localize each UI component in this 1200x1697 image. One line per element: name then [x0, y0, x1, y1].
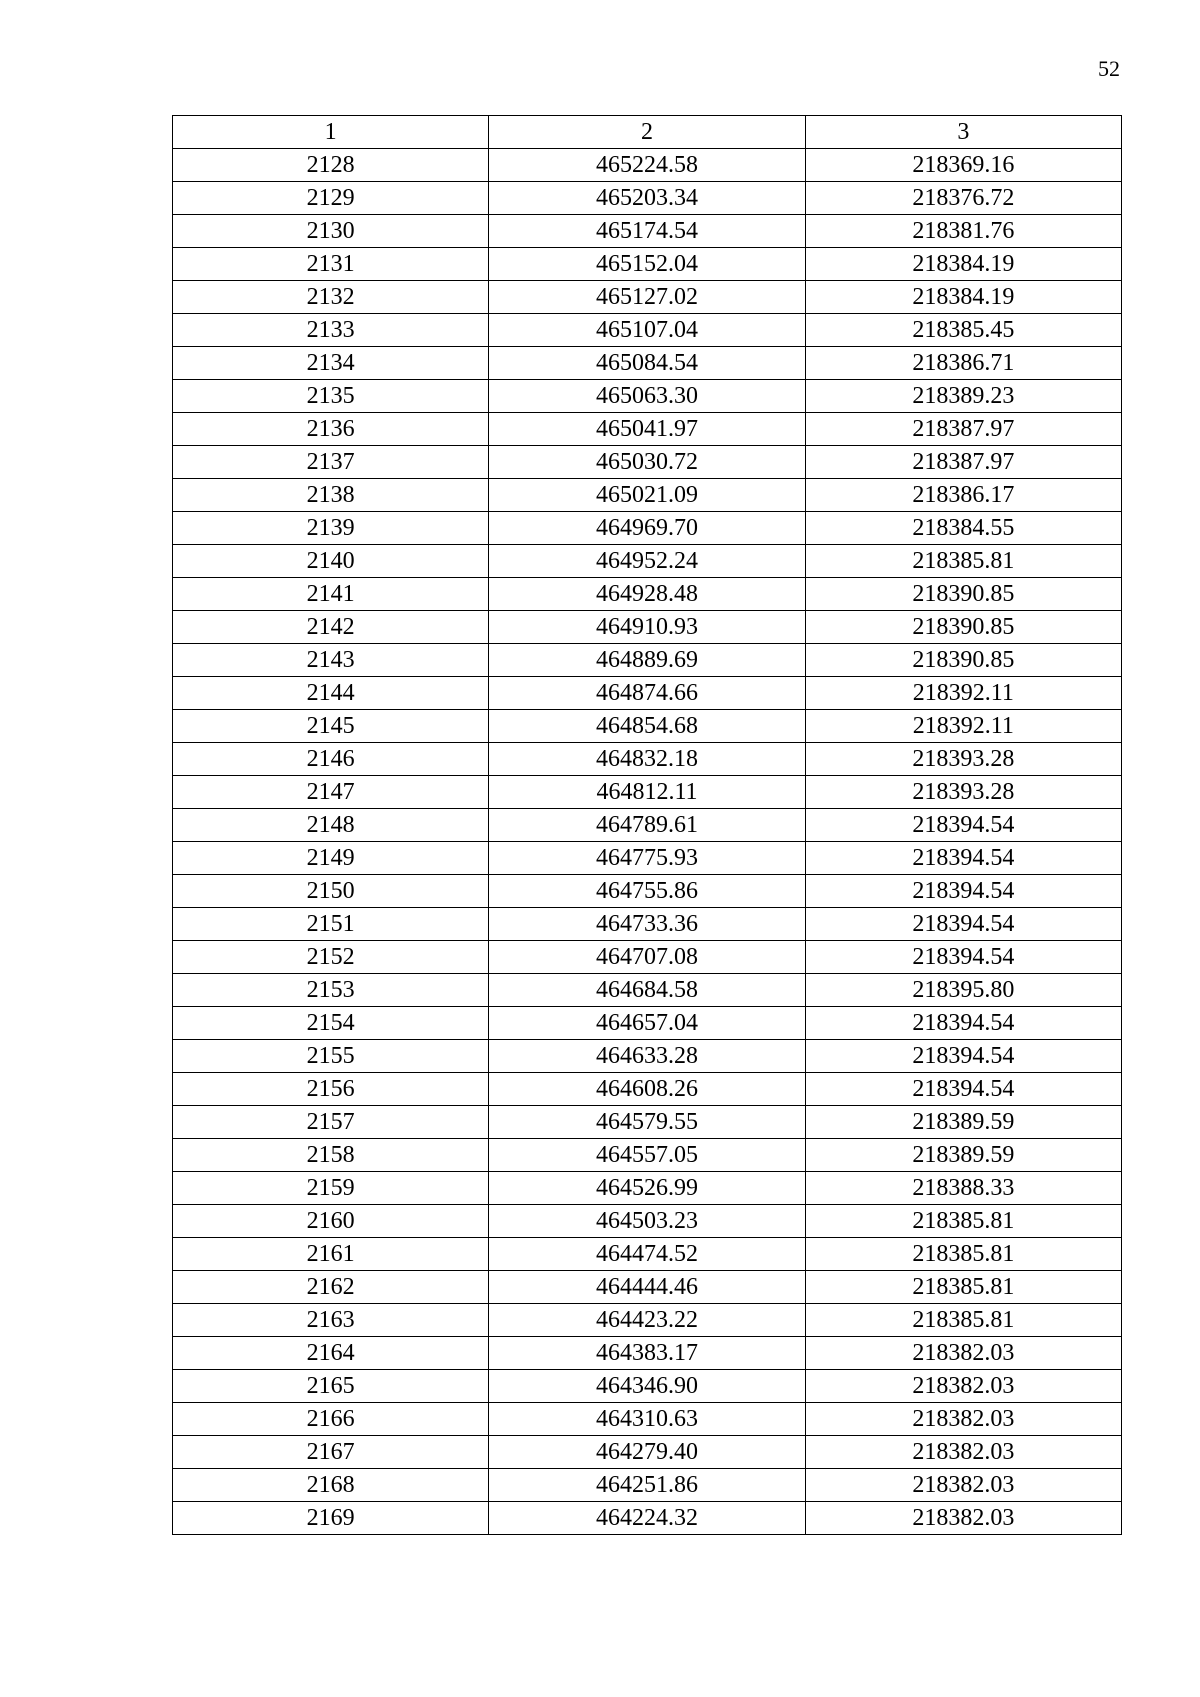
header-row — [173, 116, 1122, 149]
table-row — [173, 1337, 1122, 1370]
table-body — [173, 149, 1122, 1535]
table-row — [173, 1106, 1122, 1139]
table-cell: 2135 — [173, 380, 489, 413]
table-cell: 218386.17 — [805, 479, 1121, 512]
table-row — [173, 1139, 1122, 1172]
table-cell: 218394.54 — [805, 941, 1121, 974]
table-cell: 464224.32 — [489, 1502, 805, 1535]
table-row — [173, 512, 1122, 545]
table-cell: 464526.99 — [489, 1172, 805, 1205]
table-cell: 218392.11 — [805, 710, 1121, 743]
table-cell: 218369.16 — [805, 149, 1121, 182]
table-row — [173, 1436, 1122, 1469]
table-cell: 465063.30 — [489, 380, 805, 413]
table-cell: 218389.59 — [805, 1106, 1121, 1139]
table-cell: 218382.03 — [805, 1403, 1121, 1436]
table-row — [173, 809, 1122, 842]
table-cell: 2150 — [173, 875, 489, 908]
table-cell: 2128 — [173, 149, 489, 182]
table-cell: 464789.61 — [489, 809, 805, 842]
table-row — [173, 1007, 1122, 1040]
table-cell: 2161 — [173, 1238, 489, 1271]
table-cell: 465084.54 — [489, 347, 805, 380]
table-cell: 2141 — [173, 578, 489, 611]
table-cell: 218390.85 — [805, 578, 1121, 611]
table-cell: 465030.72 — [489, 446, 805, 479]
table-row — [173, 974, 1122, 1007]
table-row — [173, 149, 1122, 182]
table-cell: 464755.86 — [489, 875, 805, 908]
table-row — [173, 743, 1122, 776]
coordinates-table — [172, 115, 1122, 1535]
table-cell: 2151 — [173, 908, 489, 941]
table-cell: 464657.04 — [489, 1007, 805, 1040]
table-cell: 464503.23 — [489, 1205, 805, 1238]
table-cell: 465041.97 — [489, 413, 805, 446]
table-cell: 2148 — [173, 809, 489, 842]
table-cell: 465021.09 — [489, 479, 805, 512]
table-cell: 218389.59 — [805, 1139, 1121, 1172]
table-row — [173, 644, 1122, 677]
table-cell: 464423.22 — [489, 1304, 805, 1337]
table-cell: 2155 — [173, 1040, 489, 1073]
table-row — [173, 215, 1122, 248]
table-cell: 218384.55 — [805, 512, 1121, 545]
table-row — [173, 578, 1122, 611]
table-row — [173, 875, 1122, 908]
table-cell: 2132 — [173, 281, 489, 314]
table-cell: 218390.85 — [805, 611, 1121, 644]
table-cell: 2156 — [173, 1073, 489, 1106]
table-cell: 2144 — [173, 677, 489, 710]
table-row — [173, 314, 1122, 347]
table-cell: 464608.26 — [489, 1073, 805, 1106]
table-cell: 218395.80 — [805, 974, 1121, 1007]
table-cell: 464707.08 — [489, 941, 805, 974]
table-cell: 2149 — [173, 842, 489, 875]
table-cell: 218393.28 — [805, 743, 1121, 776]
table-cell: 2142 — [173, 611, 489, 644]
table-cell: 218394.54 — [805, 809, 1121, 842]
column-header: 1 — [173, 116, 489, 149]
table-cell: 464633.28 — [489, 1040, 805, 1073]
table-cell: 2160 — [173, 1205, 489, 1238]
table-row — [173, 281, 1122, 314]
table-cell: 218382.03 — [805, 1337, 1121, 1370]
table-cell: 218390.85 — [805, 644, 1121, 677]
table-cell: 218376.72 — [805, 182, 1121, 215]
table-cell: 465203.34 — [489, 182, 805, 215]
table-cell: 218381.76 — [805, 215, 1121, 248]
table-cell: 464775.93 — [489, 842, 805, 875]
table-cell: 464557.05 — [489, 1139, 805, 1172]
table-row — [173, 710, 1122, 743]
table-cell: 2157 — [173, 1106, 489, 1139]
table-cell: 2168 — [173, 1469, 489, 1502]
table-cell: 218393.28 — [805, 776, 1121, 809]
table-cell: 465107.04 — [489, 314, 805, 347]
table-row — [173, 842, 1122, 875]
table-cell: 464444.46 — [489, 1271, 805, 1304]
table-cell: 218394.54 — [805, 842, 1121, 875]
table-cell: 2134 — [173, 347, 489, 380]
table-cell: 2146 — [173, 743, 489, 776]
table-cell: 2143 — [173, 644, 489, 677]
table-cell: 2137 — [173, 446, 489, 479]
table-cell: 464383.17 — [489, 1337, 805, 1370]
table-cell: 464310.63 — [489, 1403, 805, 1436]
table-row — [173, 347, 1122, 380]
table-cell: 464874.66 — [489, 677, 805, 710]
table-cell: 218394.54 — [805, 875, 1121, 908]
table-cell: 2152 — [173, 941, 489, 974]
table-cell: 218385.81 — [805, 1271, 1121, 1304]
page-number: 52 — [1098, 56, 1120, 81]
column-header: 2 — [489, 116, 805, 149]
table-cell: 218385.45 — [805, 314, 1121, 347]
table-cell: 2153 — [173, 974, 489, 1007]
table-cell: 465174.54 — [489, 215, 805, 248]
table-cell: 2165 — [173, 1370, 489, 1403]
table-cell: 464889.69 — [489, 644, 805, 677]
table-cell: 2164 — [173, 1337, 489, 1370]
table-row — [173, 1073, 1122, 1106]
table-cell: 218387.97 — [805, 446, 1121, 479]
table-row — [173, 941, 1122, 974]
table-row — [173, 1040, 1122, 1073]
table-cell: 2166 — [173, 1403, 489, 1436]
table-cell: 218382.03 — [805, 1502, 1121, 1535]
table-row — [173, 611, 1122, 644]
table-cell: 218394.54 — [805, 1007, 1121, 1040]
table-cell: 218394.54 — [805, 908, 1121, 941]
table-cell: 464579.55 — [489, 1106, 805, 1139]
table-cell: 2139 — [173, 512, 489, 545]
table-cell: 2138 — [173, 479, 489, 512]
table-cell: 464346.90 — [489, 1370, 805, 1403]
table-cell: 218382.03 — [805, 1370, 1121, 1403]
table-cell: 464684.58 — [489, 974, 805, 1007]
table-cell: 464251.86 — [489, 1469, 805, 1502]
table-row — [173, 1271, 1122, 1304]
table-cell: 464474.52 — [489, 1238, 805, 1271]
table-cell: 2169 — [173, 1502, 489, 1535]
table-row — [173, 380, 1122, 413]
table-row — [173, 1304, 1122, 1337]
table-cell: 218385.81 — [805, 1238, 1121, 1271]
table-cell: 218384.19 — [805, 248, 1121, 281]
table-cell: 465152.04 — [489, 248, 805, 281]
table-row — [173, 1502, 1122, 1535]
table-row — [173, 446, 1122, 479]
table-row — [173, 1403, 1122, 1436]
table-row — [173, 1172, 1122, 1205]
table-cell: 2167 — [173, 1436, 489, 1469]
table-cell: 218385.81 — [805, 1304, 1121, 1337]
table-row — [173, 1205, 1122, 1238]
table-row — [173, 677, 1122, 710]
table-cell: 464969.70 — [489, 512, 805, 545]
table-cell: 2154 — [173, 1007, 489, 1040]
table-cell: 2133 — [173, 314, 489, 347]
table-cell: 218386.71 — [805, 347, 1121, 380]
table-cell: 464832.18 — [489, 743, 805, 776]
table-cell: 218389.23 — [805, 380, 1121, 413]
table-cell: 218382.03 — [805, 1436, 1121, 1469]
table-cell: 218387.97 — [805, 413, 1121, 446]
table-row — [173, 545, 1122, 578]
table-cell: 464910.93 — [489, 611, 805, 644]
table-row — [173, 182, 1122, 215]
table-row — [173, 1469, 1122, 1502]
table-cell: 218382.03 — [805, 1469, 1121, 1502]
column-header: 3 — [805, 116, 1121, 149]
table-cell: 218394.54 — [805, 1040, 1121, 1073]
table-cell: 2130 — [173, 215, 489, 248]
table-cell: 465127.02 — [489, 281, 805, 314]
table-cell: 464928.48 — [489, 578, 805, 611]
table-cell: 218388.33 — [805, 1172, 1121, 1205]
table-cell: 218385.81 — [805, 545, 1121, 578]
table-row — [173, 413, 1122, 446]
table-cell: 464733.36 — [489, 908, 805, 941]
table-cell: 218392.11 — [805, 677, 1121, 710]
table-cell: 464812.11 — [489, 776, 805, 809]
table-cell: 464854.68 — [489, 710, 805, 743]
table-row — [173, 1238, 1122, 1271]
table-cell: 218385.81 — [805, 1205, 1121, 1238]
table-row — [173, 1370, 1122, 1403]
table-cell: 2162 — [173, 1271, 489, 1304]
table-cell: 2158 — [173, 1139, 489, 1172]
table-cell: 2140 — [173, 545, 489, 578]
table-row — [173, 776, 1122, 809]
table-cell: 2147 — [173, 776, 489, 809]
table-cell: 2159 — [173, 1172, 489, 1205]
table-cell: 218394.54 — [805, 1073, 1121, 1106]
table-cell: 2131 — [173, 248, 489, 281]
table-cell: 2136 — [173, 413, 489, 446]
table-row — [173, 908, 1122, 941]
table-cell: 465224.58 — [489, 149, 805, 182]
table-cell: 2163 — [173, 1304, 489, 1337]
table-row — [173, 479, 1122, 512]
table-cell: 218384.19 — [805, 281, 1121, 314]
table-cell: 2129 — [173, 182, 489, 215]
table-row — [173, 248, 1122, 281]
table-cell: 464952.24 — [489, 545, 805, 578]
table-cell: 464279.40 — [489, 1436, 805, 1469]
table-cell: 2145 — [173, 710, 489, 743]
